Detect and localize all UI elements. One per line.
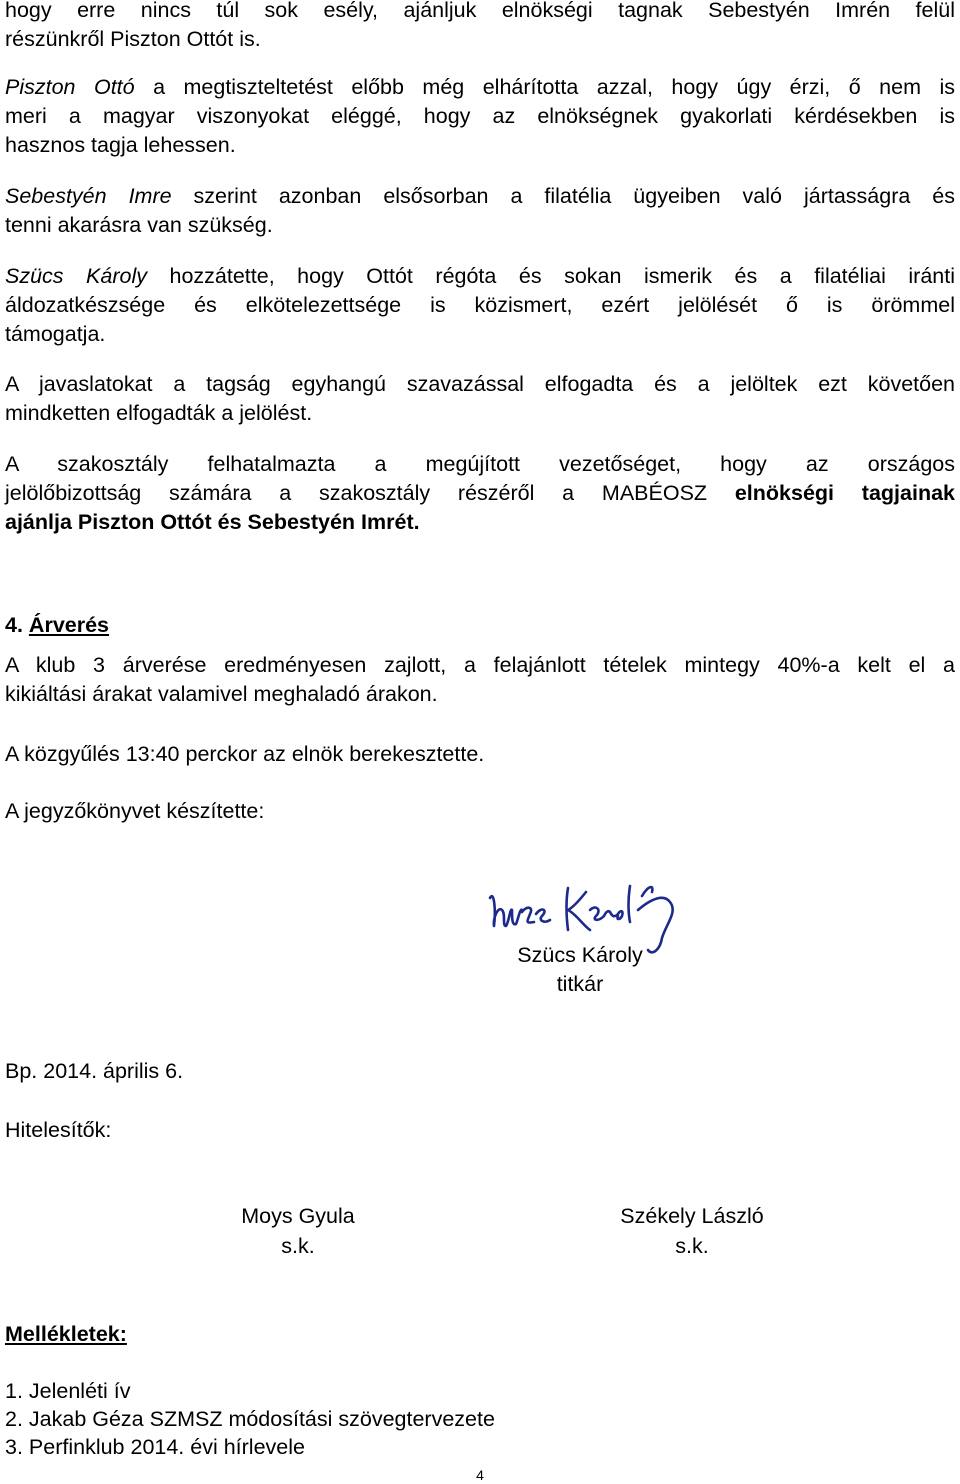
closing-statement: A közgyűlés 13:40 perckor az elnök berekesztette. [5,742,485,766]
document-date: Bp. 2014. április 6. [5,1059,184,1083]
paragraph-sebestyen-opinion [5,182,955,240]
paragraph-szucs-support [5,262,955,349]
text-line: hasznos tagja lehessen. [5,133,236,157]
text-run: hozzátette, hogy Ottót régóta és sokan ismerik és a filatéliai iránti [147,264,955,288]
text-run: szerint azonban elsősorban a filatélia ügyeiben való jártasságra és [171,184,955,208]
text-line: áldozatkészsége és elkötelezettsége is közismert, ezért jelölését ő is örömmel [5,293,955,317]
authenticator-left-name: Moys Gyula [241,1204,355,1228]
text-line: mindketten elfogadták a jelölést. [5,401,313,425]
text-line: A szakosztály felhatalmazta a megújított vezetőséget, hogy az országos [5,452,955,476]
section-heading [5,611,109,640]
paragraph-vote-result [5,370,955,428]
text-line [5,479,955,508]
signer-role: titkár [556,972,604,996]
bold-text-run: elnökségi tagjainak [734,481,955,505]
list-item: 2. Jakab Géza SZMSZ módosítási szövegtervezete [5,1407,495,1431]
text-line: meri a magyar viszonyokat eléggé, hogy az elnökségnek gyakorlati kérdésekben is [5,104,955,128]
authenticator-right-name: Székely László [620,1204,764,1228]
authenticator-right-sk: s.k. [675,1234,709,1258]
text-run: a megtiszteltetést előbb még elhárította azzal, hogy úgy érzi, ő nem is [134,75,955,99]
text-line: A javaslatokat a tagság egyhangú szavazással elfogadta és a jelöltek ezt követően [5,372,955,396]
text-line: kikiáltási árakat valamivel meghaladó árakon. [5,682,438,706]
person-name: Sebestyén Imre [5,184,172,208]
text-line: részünkről Piszton Ottót is. [5,27,261,51]
text-line: ajánlja Piszton Ottót és Sebestyén Imrét. [5,510,420,534]
authenticator-left-sk: s.k. [281,1234,315,1258]
authenticators-label: Hitelesítők: [5,1118,112,1142]
text-line: A klub 3 árverése eredményesen zajlott, a felajánlott tételek mintegy 40%-a kelt el a [5,653,955,677]
text-line [5,182,955,211]
list-item: 3. Perfinklub 2014. évi hírlevele [5,1435,305,1459]
text-run: jelölőbizottság számára a szakosztály részéről a MABÉOSZ [5,481,735,505]
prepared-by-label: A jegyzőkönyvet készítette: [5,799,265,823]
text-line: támogatja. [5,322,106,346]
paragraph-authorization [5,450,955,537]
attachments-title: Mellékletek: [5,1322,127,1346]
person-name: Piszton Ottó [5,75,135,99]
text-line [5,73,955,102]
page-number: 4 [476,1467,484,1483]
person-name: Szücs Károly [5,264,147,288]
paragraph-auction-result [5,651,955,709]
text-line [5,262,955,291]
section-title: Árverés [28,613,110,637]
text-line: tenni akarásra van szükség. [5,213,273,237]
text-line: hogy erre nincs túl sok esély, ajánljuk elnökségi tagnak Sebestyén Imrén felül [5,0,955,22]
paragraph-nomination-intro [5,0,955,54]
paragraph-piszton-response [5,73,955,160]
list-item: 1. Jelenléti ív [5,1379,131,1403]
attachments-list [5,1377,495,1461]
section-number: 4. [5,613,23,637]
signer-name: Szücs Károly [517,943,643,967]
